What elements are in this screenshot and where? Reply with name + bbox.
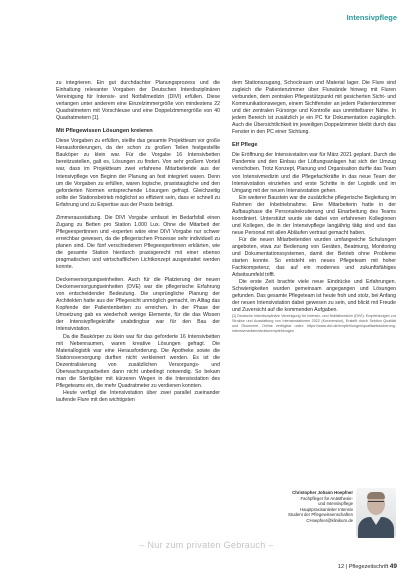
author-name: Christopher Johann Hoepfner	[292, 490, 353, 495]
author-info	[267, 490, 353, 524]
portrait-hair	[367, 492, 385, 499]
author-line: und Intensivpflege	[318, 501, 353, 507]
paragraph: Ein weiterer Baustein war die zusätzliche pflegerische Begleitung im Rahmen der Inbetriebnahme. Eine Mitarbeiterin hatte in der Aufbauphase die Personalrekrutierung und Einarbeitung des Teams koordiniert. Unterstützt wurde sie dabei von erfahrenen Kolleginnen und Kollegen, die in der Intensivpflege langjährig tätig sind und das neue Personal mit allen Abläufen vertraut gemacht haben.	[232, 194, 396, 236]
paragraph: Da die Baukörper zu klein war für das geforderte 16 Intensivbetten mit Nebenraumen, waren kreative Lösungen gefragt. Die Materiallogistik war eine Herausforderung. Die Apotheke sowie die Stationsversorgung durften nicht verkleinert werden. Es ist die Dezentralisierung von zusätzlichen Versorgungs- und Überwachungsarbeiten dann nicht unbedingt notwendig. So bekam man die Sterilgüter mit kürzeren Wegen in die Intensivstation des Pflegeteams ein, die mehr Quadratmeter zu verdienen konnten.	[56, 333, 220, 389]
page-number: 49	[389, 563, 397, 570]
left-text-column	[56, 80, 220, 404]
paragraph: Die Eröffnung der Intensivstation war für März 2021 geplant. Durch die Pandemie und den Einbau der Lüftungsanlagen hat sich der Umzug verschoben. Trotz Konzept, Planung und Organisation durfte das Team von Intensivmedizin und die Pflegefachkräfte in das neue Team der Intensivstation einziehen und erste Schritte in der Logistik und im Umgang mit der neuen Intensivstation gehen.	[232, 152, 396, 194]
footnote: [1] Deutsche Interdisziplinäre Vereinigung für Intensiv- und Notfallmedizin (DIVI): Empfehlungen zur Struktur und Ausstattung von Intensivstationen 2022 (Kurzversion), Erstellt durch Sektion Qualität und Ökonomie. Online verfügbar unter: https://www.divi.de/empfehlungen/qualitaetssicherung-intensivmedizin/strukturempfehlungen	[232, 314, 396, 334]
page-footer	[338, 563, 397, 570]
author-line: Hauptpraxisanleiter Intensiv	[299, 506, 353, 512]
paragraph: Diese Vorgaben zu erfüllen, stellte das gesamte Projektteam vor große Herausforderungen, da der schon zu großen Teilen festgestellte Bauköper zu klein war. Für die Vorgabe 16 Intensivbetten bereitzustellen, galt es, Lösungen zu finden. Von sehr großem Vorteil war, dass im Projektteam zwei erfahrene Mitarbeitende aus der Intensivpflege von Beginn der Planung an fest integriert waren. Denn um die Vorgaben zu erfüllen, waren logische, praxistaugliche und den geforderten Normen entsprechende Lösungen gefragt. Gleichzeitig sollte der Stationsbetrieb möglichst so effizient sein, dass er schnell zu Erfahrung und zu Expertise aus der Praxis beiträgt.	[56, 138, 220, 208]
paragraph: Zimmerausstattung. Die DIVI Vorgabe umfasst im Bedarfsfall einen Zugang zu Betten pro Station 1.000 Lux. Ohne die Mitarbeit der Pflegeexpertinnen und -experten wäre eine DIVI Vorgabe nur schwer erreichbar gewesen, da die pflegerischen Prozesse sehr individuell zu planen sind. Die fünf verschiedenen Pflegeexpertinnen erklärten, wie die gesamte Station hierdurch praxisgerecht mit einer ebenso pragmatischen und wirtschaftlichen Lichtkonzept ausgestattet werden konnte.	[56, 214, 220, 271]
subheading: Mit Pflegewissen Lösungen kreieren	[56, 128, 153, 135]
journal-name: 12 | Pflegezeitschrift	[337, 564, 389, 570]
section-label: Intensivpflege	[346, 13, 397, 22]
paragraph: dem Stationszugang, Schockraum und Material lager. Die Flure sind zugleich die Patientenzimmer über Flurwände hinweg mit Fluren verbunden, dem zentralen Pflegestützpunkt mit gesicherten Sicht- und Kommunikationswegen, einem Sichtfenster an jedem Patientenzimmer und der zentralen Fürsorge und Kontrolle aus unmittelbarer Nähe. In jedem Bereich ist zusätzlich je ein PC für Dokumentation zugänglich. Auch die Übersichtlichkeit im jeweiligen Doppelzimmer bleibt durch das Fenster in den PC einer Sichtung.	[232, 80, 396, 136]
author-email: CHoepfner@klinikum.de	[306, 517, 353, 523]
paragraph: Deckenversorgungseinheiten. Auch für die Platzierung der neuen Deckenversorgungseinheiten (DVE) war die pflegerische Erfahrung von entscheidender Bedeutung. Die ursprüngliche Planung der Architekten hatte aus der Pflegesicht unmöglich gemacht, im Alltag das Kopfende der Patientenbetten zu erreichen. In der Phase der Umsetzung gab es wiederholt wenige Elemente, für die das Wissen der Intensivpflegekräfte unabdingbar war für den Bau der Intensivstation.	[56, 277, 220, 333]
portrait-glasses	[368, 501, 384, 505]
author-portrait	[356, 488, 396, 538]
subheading: Elf Pflege	[232, 142, 258, 149]
author-line: Student der Pflegewissenschaften	[288, 512, 353, 518]
paragraph: Für die neuen Mitarbeitenden wurden umfangreiche Schulungen angeboten, etwa zur Bedienung von Geräten, Beatmung, Monitoring und Dokumentationssystemen, damit der Betrieb ohne Probleme starten konnte. So entsteht ein neues Pflegeteam mit hoher Fachkompetenz, das auf ein modernes und zukunftsfähiges Arbeitsumfeld trifft.	[232, 236, 396, 279]
paragraph: zu integrieren. Ein gut durchdachter Planungsprozess und die Einhaltung relevanter Vorgaben der Deutschen Interdisziplinären Vereinigung für Intensiv- und Notfallmedizin (DIVI) erfüllen. Diese verlangen unter anderem eine Einzelzimmergröße von mindestens 22 Quadratmetern mit Vorschleuse und eine Doppelzimmergröße von 40 Quadratmetern [1].	[56, 80, 220, 122]
paragraph: Die erste Zeit brachte viele neue Eindrücke und Erfahrungen. Schwierigkeiten wurden gemeinsam angegangen und Lösungen gefunden. Das gesamte Pflegeteam ist heute froh und stolz, bei Anfang der neuen Intensivstation dabei gewesen zu sein, und blickt mit Freude und Zuversicht auf die kommenden Aufgaben.	[232, 279, 396, 314]
right-text-column	[232, 80, 396, 334]
author-line: Fachpfleger für Anästhesie-	[300, 495, 353, 501]
paragraph: Heute verfügt die Intensivstation über zwei parallel zueinander laufende Flure mit den wichtigsten	[56, 389, 220, 403]
watermark: – Nur zum privaten Gebrauch –	[139, 540, 274, 550]
